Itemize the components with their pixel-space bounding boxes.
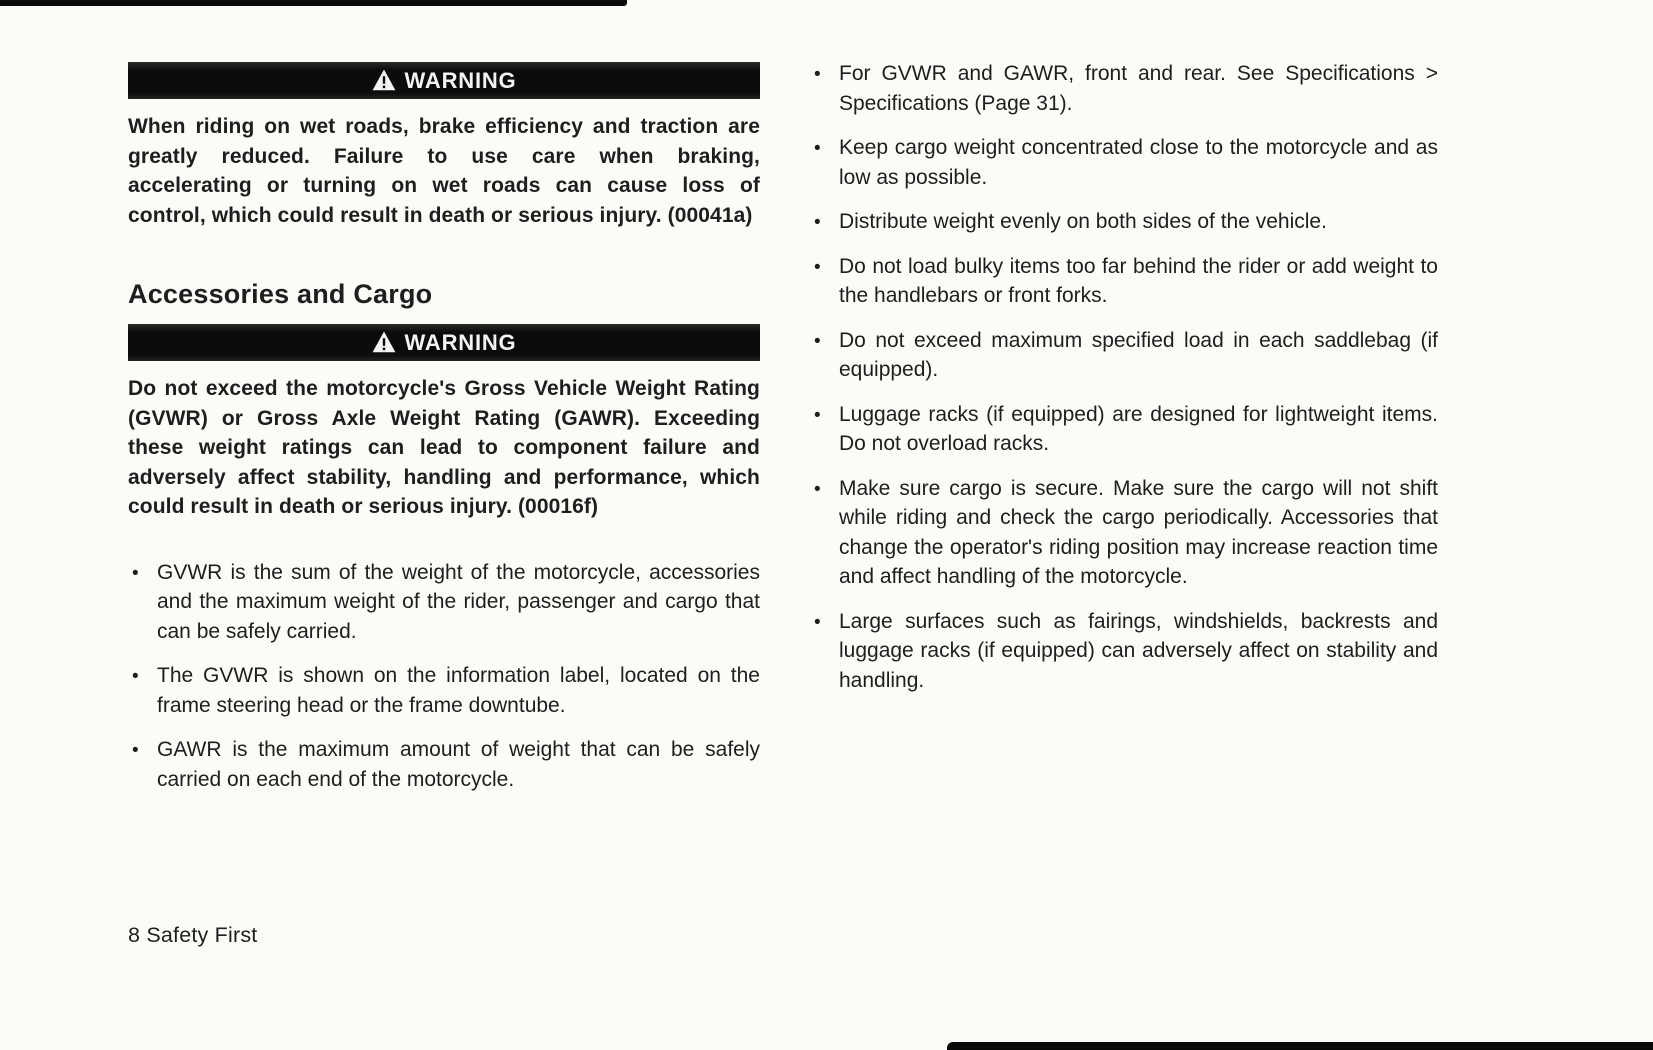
list-item — [810, 607, 1438, 696]
list-item — [810, 207, 1438, 237]
bullet-text: Do not exceed maximum specified load in each saddlebag (if equipped). — [839, 328, 1438, 381]
list-item — [810, 133, 1438, 192]
warning-paragraph-weight-rating: Do not exceed the motorcycle's Gross Vehicle Weight Rating (GVWR) or Gross Axle Weight Rating (GAWR). Exceeding these weight ratings can lead to component failure and adversely affect stability, handling and performance, which could result in death or serious injury. (00016f) — [128, 377, 760, 518]
bullet-text: Keep cargo weight concentrated close to the motorcycle and as low as possible. — [839, 136, 1438, 189]
bullet-icon — [814, 207, 821, 238]
bullet-icon — [814, 607, 821, 638]
list-item — [810, 474, 1438, 592]
bullet-icon — [132, 661, 139, 692]
page-number-footer: 8 Safety First — [128, 923, 258, 947]
warning-banner-wet-roads — [128, 62, 760, 99]
list-item — [810, 252, 1438, 311]
bullet-text: Do not load bulky items too far behind the rider or add weight to the handlebars or front forks. — [839, 254, 1438, 307]
bullet-text: Luggage racks (if equipped) are designed for lightweight items. Do not overload racks. — [839, 402, 1438, 455]
left-column — [128, 62, 760, 794]
bullet-text: Make sure cargo is secure. Make sure the cargo will not shift while riding and check the cargo periodically. Accessories that change the operator's riding position may increase reaction time and affect handling of the motorcycle. — [839, 476, 1438, 588]
scan-artifact-bottom — [947, 1042, 1653, 1050]
warning-banner-label: WARNING — [404, 67, 517, 93]
bullet-icon — [132, 558, 139, 589]
list-item — [128, 558, 760, 647]
bullet-icon — [814, 474, 821, 505]
bullet-text: Distribute weight evenly on both sides of the vehicle. — [839, 210, 1327, 233]
bullet-icon — [814, 59, 821, 90]
list-item — [810, 400, 1438, 459]
right-bullet-list — [810, 59, 1438, 695]
bullet-icon — [814, 252, 821, 283]
bullet-icon — [814, 400, 821, 431]
bullet-icon — [814, 326, 821, 357]
bullet-text: Large surfaces such as fairings, windshields, backrests and luggage racks (if equipped) can adversely affect on stability and handling. — [839, 609, 1438, 692]
warning-triangle-icon — [372, 69, 396, 91]
scan-artifact-top — [0, 0, 627, 6]
list-item — [128, 735, 760, 794]
right-column — [810, 59, 1438, 695]
bullet-text: For GVWR and GAWR, front and rear. See Specifications > Specifications (Page 31). — [839, 62, 1438, 115]
bullet-text: GAWR is the maximum amount of weight that can be safely carried on each end of the motorcycle. — [157, 738, 760, 791]
warning-paragraph-wet-roads: When riding on wet roads, brake efficiency and traction are greatly reduced. Failure to use care when braking, accelerating or turning on wet roads can cause loss of control, which could result in death or serious injury. (00041a) — [128, 115, 760, 227]
left-bullet-list — [128, 558, 760, 795]
list-item — [128, 661, 760, 720]
list-item — [810, 326, 1438, 385]
bullet-icon — [814, 133, 821, 164]
bullet-icon — [132, 735, 139, 766]
warning-banner-label: WARNING — [404, 329, 517, 355]
section-heading-accessories-and-cargo: Accessories and Cargo — [128, 279, 433, 309]
list-item — [810, 59, 1438, 118]
bullet-text: GVWR is the sum of the weight of the motorcycle, accessories and the maximum weight of the rider, passenger and cargo that can be safely carried. — [157, 560, 760, 643]
warning-banner-weight-rating — [128, 324, 760, 361]
bullet-text: The GVWR is shown on the information label, located on the frame steering head or the frame downtube. — [157, 664, 760, 717]
warning-triangle-icon — [372, 331, 396, 353]
